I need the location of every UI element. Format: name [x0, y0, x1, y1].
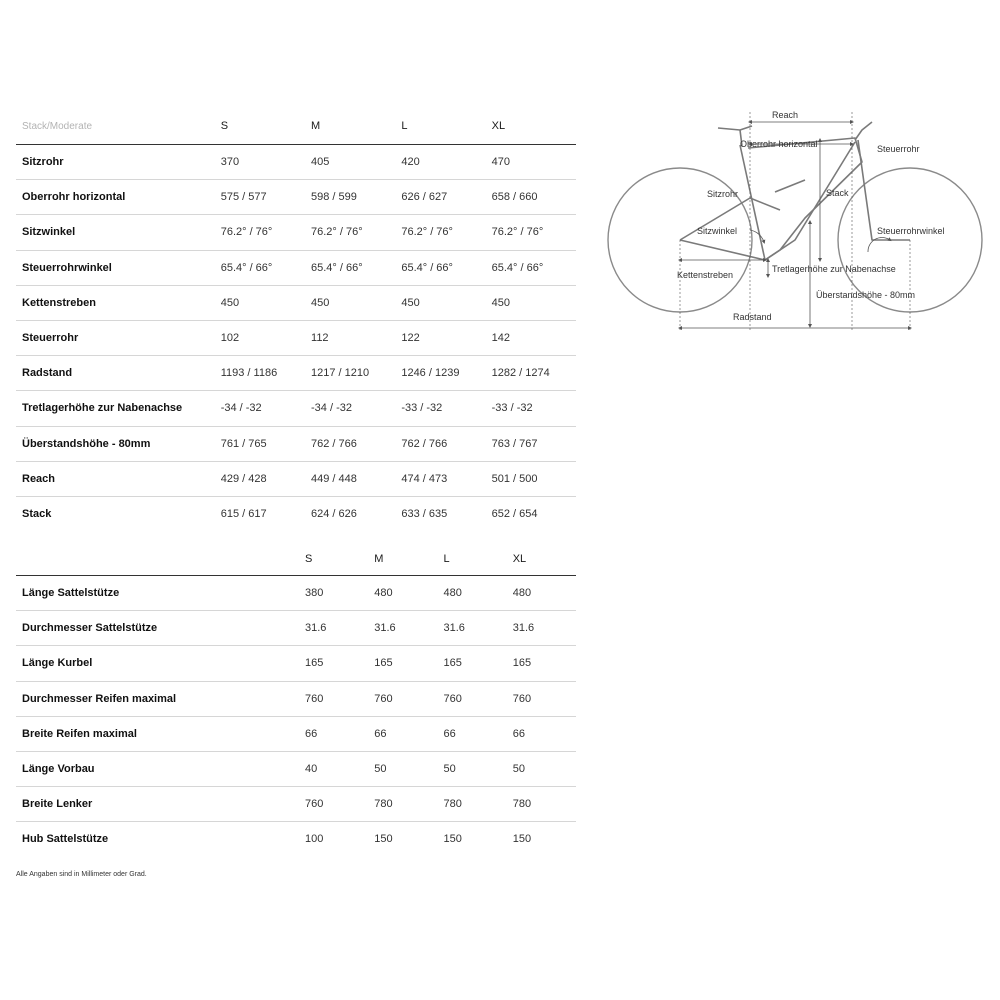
- bb-drop-label: Tretlagerhöhe zur Nabenachse: [772, 264, 896, 274]
- row-label: Sitzwinkel: [16, 215, 215, 250]
- cell-value: 780: [368, 787, 437, 822]
- size-header-m: M: [305, 108, 395, 145]
- cell-value: 762 / 766: [305, 426, 395, 461]
- cell-value: 66: [368, 716, 437, 751]
- table-row: [16, 215, 576, 250]
- cell-value: 50: [507, 751, 576, 786]
- cell-value: 31.6: [368, 611, 437, 646]
- row-label: Tretlagerhöhe zur Nabenachse: [16, 391, 215, 426]
- components-table: [16, 542, 576, 857]
- cell-value: 1193 / 1186: [215, 356, 305, 391]
- wheelbase-label: Radstand: [733, 312, 772, 322]
- geometry-header-row: [16, 108, 576, 145]
- size-header-xl: XL: [486, 108, 576, 145]
- cell-value: 50: [368, 751, 437, 786]
- table-row: [16, 285, 576, 320]
- cell-value: 763 / 767: [486, 426, 576, 461]
- cell-value: 760: [507, 681, 576, 716]
- cell-value: 1246 / 1239: [395, 356, 485, 391]
- cell-value: 65.4° / 66°: [305, 250, 395, 285]
- cell-value: 31.6: [437, 611, 506, 646]
- cell-value: -33 / -32: [486, 391, 576, 426]
- row-label: Kettenstreben: [16, 285, 215, 320]
- row-label: Durchmesser Reifen maximal: [16, 681, 299, 716]
- cell-value: 760: [368, 681, 437, 716]
- head-tube-label: Steuerrohr: [877, 144, 920, 154]
- row-label: Breite Reifen maximal: [16, 716, 299, 751]
- cell-value: 31.6: [299, 611, 368, 646]
- table-row: [16, 391, 576, 426]
- cell-value: 501 / 500: [486, 461, 576, 496]
- cell-value: 780: [437, 787, 506, 822]
- cell-value: -34 / -32: [305, 391, 395, 426]
- cell-value: 474 / 473: [395, 461, 485, 496]
- row-label: Durchmesser Sattelstütze: [16, 611, 299, 646]
- cell-value: 165: [299, 646, 368, 681]
- seat-angle-label: Sitzwinkel: [697, 226, 738, 236]
- cell-value: 420: [395, 145, 485, 180]
- cell-value: 65.4° / 66°: [395, 250, 485, 285]
- cell-value: -34 / -32: [215, 391, 305, 426]
- cell-value: 780: [507, 787, 576, 822]
- row-label: Länge Vorbau: [16, 751, 299, 786]
- cell-value: 450: [305, 285, 395, 320]
- cell-value: 761 / 765: [215, 426, 305, 461]
- cell-value: 450: [395, 285, 485, 320]
- cell-value: 112: [305, 320, 395, 355]
- table-row: [16, 822, 576, 857]
- cell-value: 450: [215, 285, 305, 320]
- cell-value: 762 / 766: [395, 426, 485, 461]
- cell-value: 76.2° / 76°: [215, 215, 305, 250]
- cell-value: 370: [215, 145, 305, 180]
- table-row: [16, 751, 576, 786]
- seat-tube-label: Sitzrohr: [707, 189, 739, 199]
- cell-value: 429 / 428: [215, 461, 305, 496]
- components-header-row: [16, 542, 576, 576]
- cell-value: 626 / 627: [395, 180, 485, 215]
- table-row: [16, 787, 576, 822]
- size-header-m: M: [368, 542, 437, 576]
- components-header-spacer: [16, 542, 299, 576]
- cell-value: 102: [215, 320, 305, 355]
- cell-value: 598 / 599: [305, 180, 395, 215]
- table-row: [16, 576, 576, 611]
- cell-value: 658 / 660: [486, 180, 576, 215]
- cell-value: 405: [305, 145, 395, 180]
- row-label: Steuerrohrwinkel: [16, 250, 215, 285]
- cell-value: 165: [368, 646, 437, 681]
- table-row: [16, 180, 576, 215]
- cell-value: 150: [443, 833, 462, 846]
- size-header-s: S: [215, 108, 305, 145]
- cell-value: 380: [299, 576, 368, 611]
- cell-value: 624 / 626: [311, 507, 357, 520]
- cell-value: 165: [507, 646, 576, 681]
- table-row: [16, 356, 576, 391]
- row-label: Länge Sattelstütze: [16, 576, 299, 611]
- bike-geometry-diagram: [600, 100, 990, 340]
- geometry-table: [16, 108, 576, 531]
- top-tube-label: Oberrohr horizontal: [740, 139, 818, 149]
- cell-value: 480: [368, 576, 437, 611]
- table-row: [16, 716, 576, 751]
- reach-label: Reach: [772, 110, 799, 120]
- row-label: Radstand: [16, 356, 215, 391]
- size-header-xl: XL: [507, 542, 576, 576]
- row-label: Sitzrohr: [16, 145, 215, 180]
- cell-value: 65.4° / 66°: [486, 250, 576, 285]
- cell-value: 165: [437, 646, 506, 681]
- cell-value: 760: [299, 787, 368, 822]
- row-label: Stack: [22, 507, 52, 520]
- cell-value: 575 / 577: [215, 180, 305, 215]
- row-label: Länge Kurbel: [16, 646, 299, 681]
- cell-value: 615 / 617: [220, 507, 267, 520]
- table-row: [16, 145, 576, 180]
- cell-value: 450: [486, 285, 576, 320]
- head-angle-label: Steuerrohrwinkel: [877, 226, 945, 236]
- cell-value: 480: [507, 576, 576, 611]
- cell-value: 760: [437, 681, 506, 716]
- table-row: [16, 461, 576, 496]
- table-row: [16, 426, 576, 461]
- cell-value: 122: [395, 320, 485, 355]
- cell-value: -33 / -32: [395, 391, 485, 426]
- size-header-s: S: [299, 542, 368, 576]
- row-label: Breite Lenker: [16, 787, 299, 822]
- cell-value: 449 / 448: [305, 461, 395, 496]
- footnote: Alle Angaben sind in Millimeter oder Grad.: [16, 871, 147, 878]
- table-row: [16, 496, 576, 531]
- cell-value: 1217 / 1210: [305, 356, 395, 391]
- cell-value: 470: [486, 145, 576, 180]
- standover-label: Überstandshöhe - 80mm: [816, 290, 916, 300]
- size-header-l: L: [437, 542, 506, 576]
- cell-value: 76.2° / 76°: [305, 215, 395, 250]
- table-row: [16, 611, 576, 646]
- row-label: Reach: [16, 461, 215, 496]
- cell-value: 76.2° / 76°: [395, 215, 485, 250]
- cell-value: 66: [507, 716, 576, 751]
- row-label: Hub Sattelstütze: [22, 833, 109, 846]
- table-row: [16, 320, 576, 355]
- cell-value: 150: [512, 833, 532, 846]
- row-label: Oberrohr horizontal: [16, 180, 215, 215]
- stack-label: Stack: [826, 188, 849, 198]
- cell-value: 150: [374, 833, 393, 846]
- table-row: [16, 681, 576, 716]
- cell-value: 480: [437, 576, 506, 611]
- cell-value: 142: [486, 320, 576, 355]
- cell-value: 66: [299, 716, 368, 751]
- cell-value: 633 / 635: [401, 507, 448, 520]
- row-label: Steuerrohr: [16, 320, 215, 355]
- cell-value: 40: [299, 751, 368, 786]
- cell-value: 66: [437, 716, 506, 751]
- cell-value: 50: [437, 751, 506, 786]
- chainstay-label: Kettenstreben: [677, 270, 734, 280]
- cell-value: 760: [299, 681, 368, 716]
- cell-value: 1282 / 1274: [486, 356, 576, 391]
- geometry-preset-label: Stack/Moderate: [16, 108, 215, 145]
- cell-value: 100: [305, 833, 324, 846]
- cell-value: 76.2° / 76°: [486, 215, 576, 250]
- table-row: [16, 646, 576, 681]
- row-label: Überstandshöhe - 80mm: [16, 426, 215, 461]
- table-row: [16, 250, 576, 285]
- cell-value: 652 / 654: [491, 507, 538, 520]
- size-header-l: L: [395, 108, 485, 145]
- cell-value: 65.4° / 66°: [215, 250, 305, 285]
- cell-value: 31.6: [507, 611, 576, 646]
